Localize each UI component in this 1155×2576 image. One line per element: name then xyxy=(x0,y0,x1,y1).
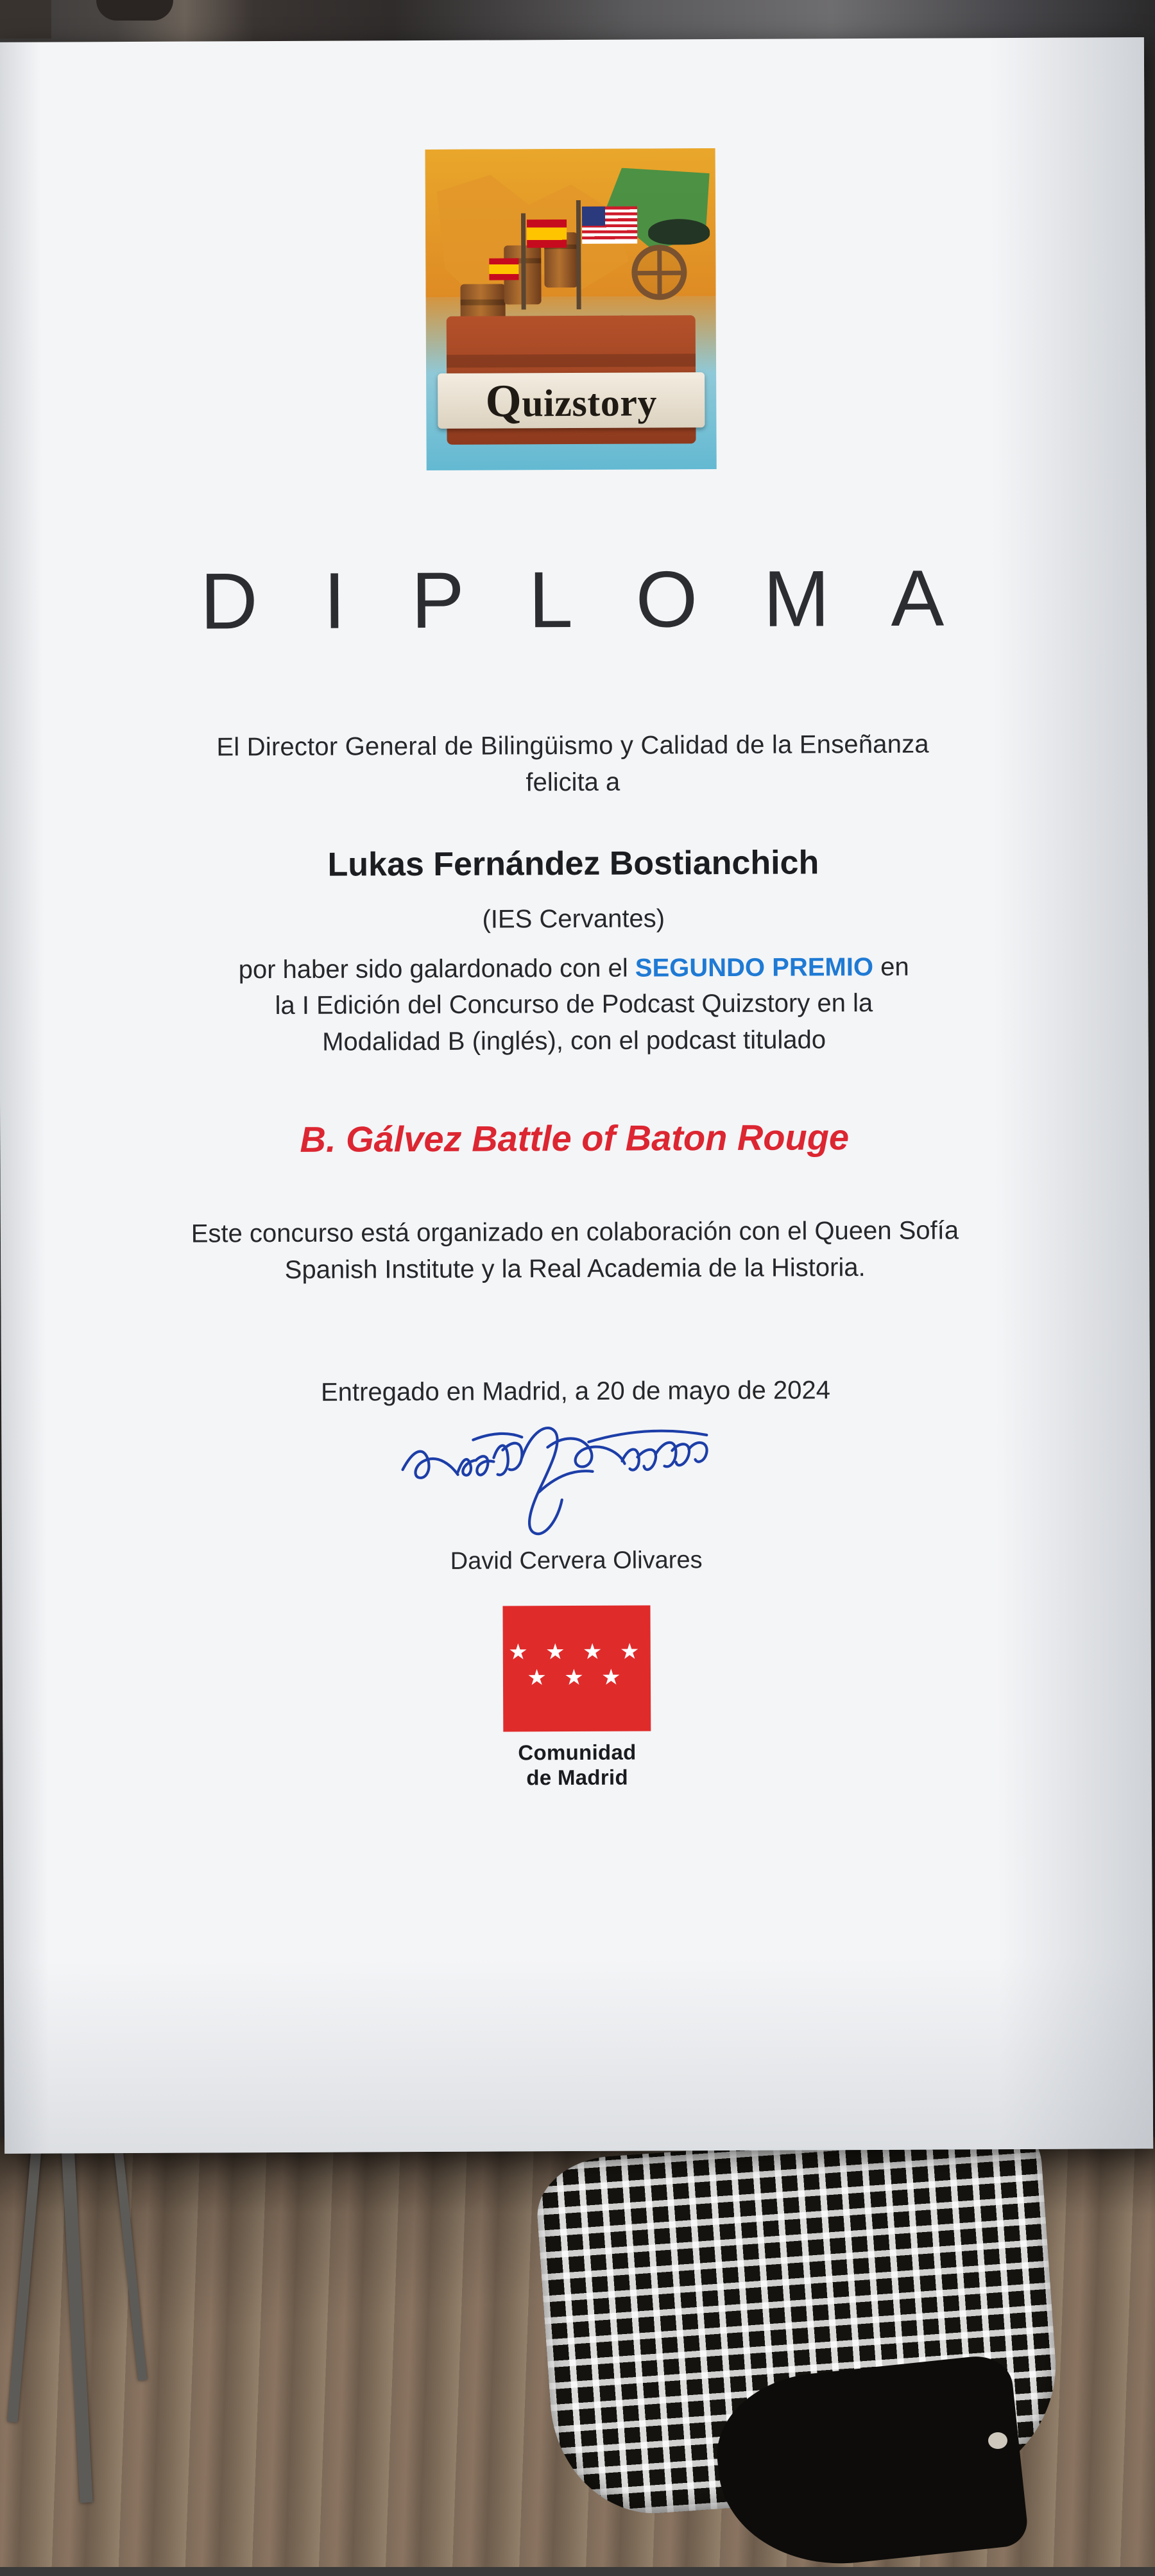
intro-block xyxy=(34,725,1112,803)
intro-line-2: felicita a xyxy=(526,768,620,797)
madrid-stars-row-2: ★ ★ ★ xyxy=(527,1665,627,1690)
logo-banner-text: Quizstory xyxy=(485,374,658,427)
institution-name-line-1: Comunidad xyxy=(518,1740,637,1764)
flag-pole xyxy=(576,200,581,309)
spain-flag-icon xyxy=(527,219,567,248)
podcast-title: B. Gálvez Battle of Baton Rouge xyxy=(300,1117,850,1160)
background-top-left-shadow xyxy=(0,0,51,39)
madrid-stars xyxy=(503,1638,651,1690)
award-body-line-1-post: en xyxy=(873,952,909,981)
award-body-line-1 xyxy=(35,948,1113,989)
prize-label: SEGUNDO PREMIO xyxy=(635,952,874,983)
paper-shading-bottom xyxy=(4,1956,1153,2154)
awardee-name: Lukas Fernández Bostianchich xyxy=(327,843,819,884)
collaboration-block xyxy=(36,1212,1114,1289)
tricorn-hat-icon xyxy=(648,219,710,245)
cart-wheel-icon xyxy=(631,245,687,300)
intro-line-1: El Director General de Bilingüismo y Calidad de la Enseñanza xyxy=(216,730,929,762)
signatory-name: David Cervera Olivares xyxy=(450,1546,703,1575)
delivery-statement: Entregado en Madrid, a 20 de mayo de 2024 xyxy=(320,1375,831,1407)
collaboration-line-2: Spanish Institute y la Real Academia de la Historia. xyxy=(284,1253,866,1284)
award-body-line-1-pre: por haber sido galardonado con el xyxy=(238,954,635,984)
madrid-flag-icon xyxy=(502,1605,651,1731)
signature xyxy=(396,1409,756,1545)
comunidad-de-madrid-logo xyxy=(502,1605,651,1790)
quizstory-logo-artwork xyxy=(425,148,717,470)
flag-pole xyxy=(521,213,526,309)
diploma-content xyxy=(31,146,1116,1792)
quizstory-logo xyxy=(425,148,717,470)
award-body xyxy=(35,948,1113,1062)
diploma-sheet xyxy=(0,37,1153,2154)
page-title: D I P L O M A xyxy=(200,554,966,646)
awardee-school: (IES Cervantes) xyxy=(482,904,665,934)
background-person-silhouette xyxy=(96,0,173,21)
award-body-line-3: Modalidad B (inglés), con el podcast titulado xyxy=(322,1026,826,1056)
institution-name xyxy=(503,1740,651,1790)
usa-flag-icon xyxy=(582,207,637,244)
plaid-bag-clasp xyxy=(988,2432,1007,2449)
madrid-stars-row-1: ★ ★ ★ ★ xyxy=(508,1639,646,1665)
collaboration-line-1: Este concurso está organizado en colaboración con el Queen Sofía xyxy=(191,1216,959,1248)
signature-stroke xyxy=(396,1409,756,1545)
award-body-line-2: la I Edición del Concurso de Podcast Quizstory en la xyxy=(275,989,873,1020)
logo-banner xyxy=(438,372,705,429)
spain-flag-icon xyxy=(490,258,519,280)
institution-name-line-2: de Madrid xyxy=(526,1765,628,1789)
